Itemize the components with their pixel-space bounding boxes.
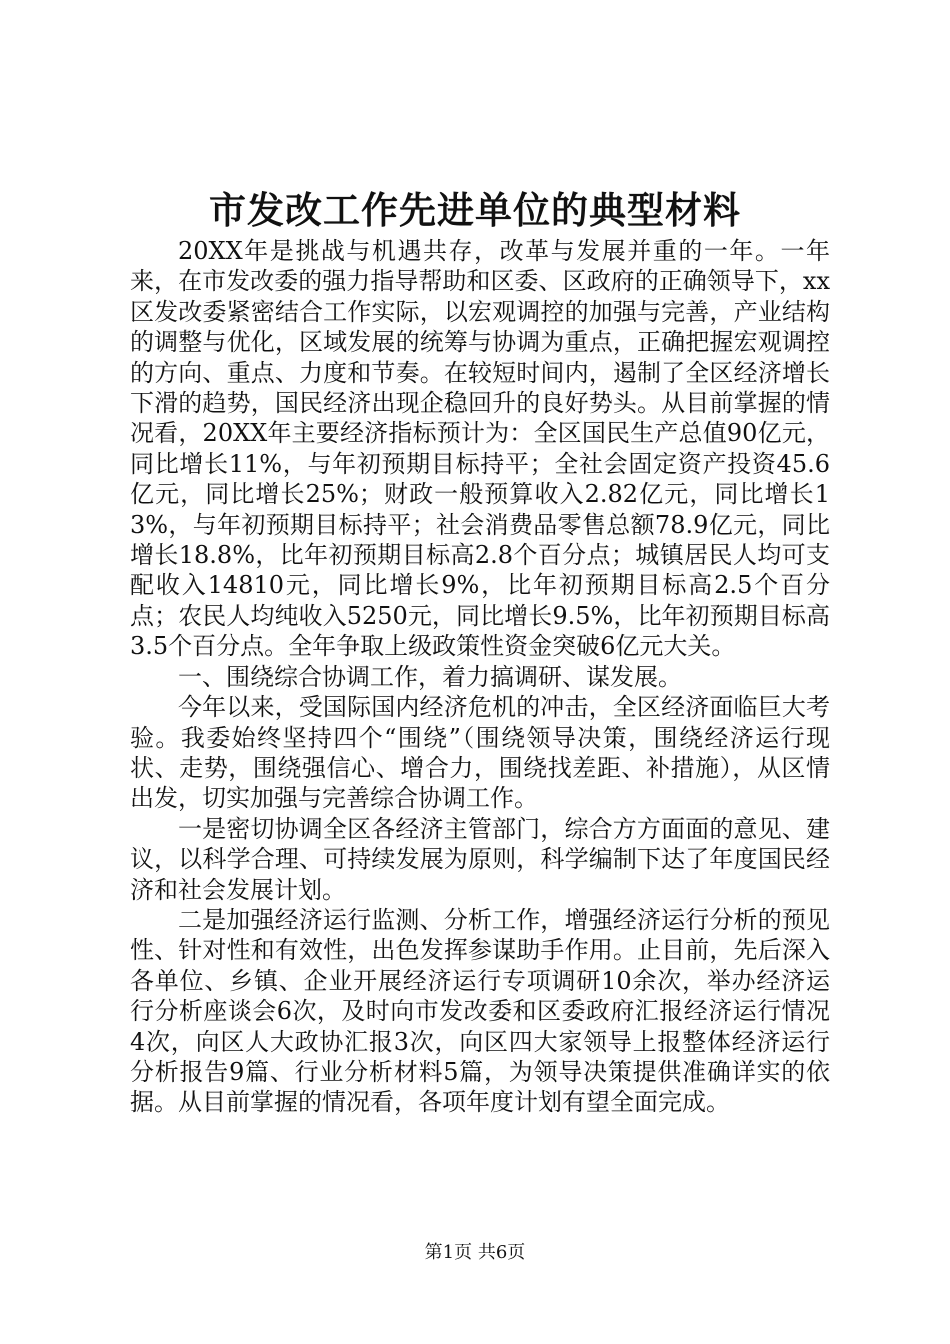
- page-number-footer: 第1页 共6页: [424, 1242, 526, 1263]
- paragraph-point-2: 二是加强经济运行监测、分析工作，增强经济运行分析的预见性、针对性和有效性，出色发挥参谋助手作用。止目前，先后深入各单位、乡镇、企业开展经济运行专项调研10余次，举办经济运行分析座谈会6次，及时向市发改委和区委政府汇报经济运行情况4次，向区人大政协汇报3次，向区四大家领导上报整体经济运行分析报告9篇、行业分析材料5篇，为领导决策提供准确详实的依据。从目前掌握的情况看，各项年度计划有望全面完成。: [130, 905, 830, 1117]
- paragraph-intro: 20XX年是挑战与机遇共存，改革与发展并重的一年。一年来，在市发改委的强力指导帮助和区委、区政府的正确领导下，xx区发改委紧密结合工作实际，以宏观调控的加强与完善，产业结构的调整与优化，区域发展的统筹与协调为重点，正确把握宏观调控的方向、重点、力度和节奏。在较短时间内，遏制了全区经济增长下滑的趋势，国民经济出现企稳回升的良好势头。从目前掌握的情况看，20XX年主要经济指标预计为：全区国民生产总值90亿元，同比增长11%，与年初预期目标持平；全社会固定资产投资45.6亿元，同比增长25%；财政一般预算收入2.82亿元，同比增长13%，与年初预期目标持平；社会消费品零售总额78.9亿元，同比增长18.8%，比年初预期目标高2.8个百分点；城镇居民人均可支配收入14810元，同比增长9%，比年初预期目标高2.5个百分点；农民人均纯收入5250元，同比增长9.5%，比年初预期目标高3.5个百分点。全年争取上级政策性资金突破6亿元大关。: [130, 237, 830, 661]
- section-heading-1: 一、围绕综合协调工作，着力搞调研、谋发展。: [178, 662, 682, 691]
- paragraph-point-1: 一是密切协调全区各经济主管部门，综合方方面面的意见、建议，以科学合理、可持续发展为原则，科学编制下达了年度国民经济和社会发展计划。: [130, 814, 830, 904]
- document-body: [130, 236, 830, 1118]
- document-title: 市发改工作先进单位的典型材料: [209, 188, 741, 232]
- paragraph-section-1: 今年以来，受国际国内经济危机的冲击，全区经济面临巨大考验。我委始终坚持四个“围绕”（围绕领导决策，围绕经济运行现状、走势，围绕强信心、增合力，围绕找差距、补措施），从区情出发，切实加强与完善综合协调工作。: [130, 693, 830, 813]
